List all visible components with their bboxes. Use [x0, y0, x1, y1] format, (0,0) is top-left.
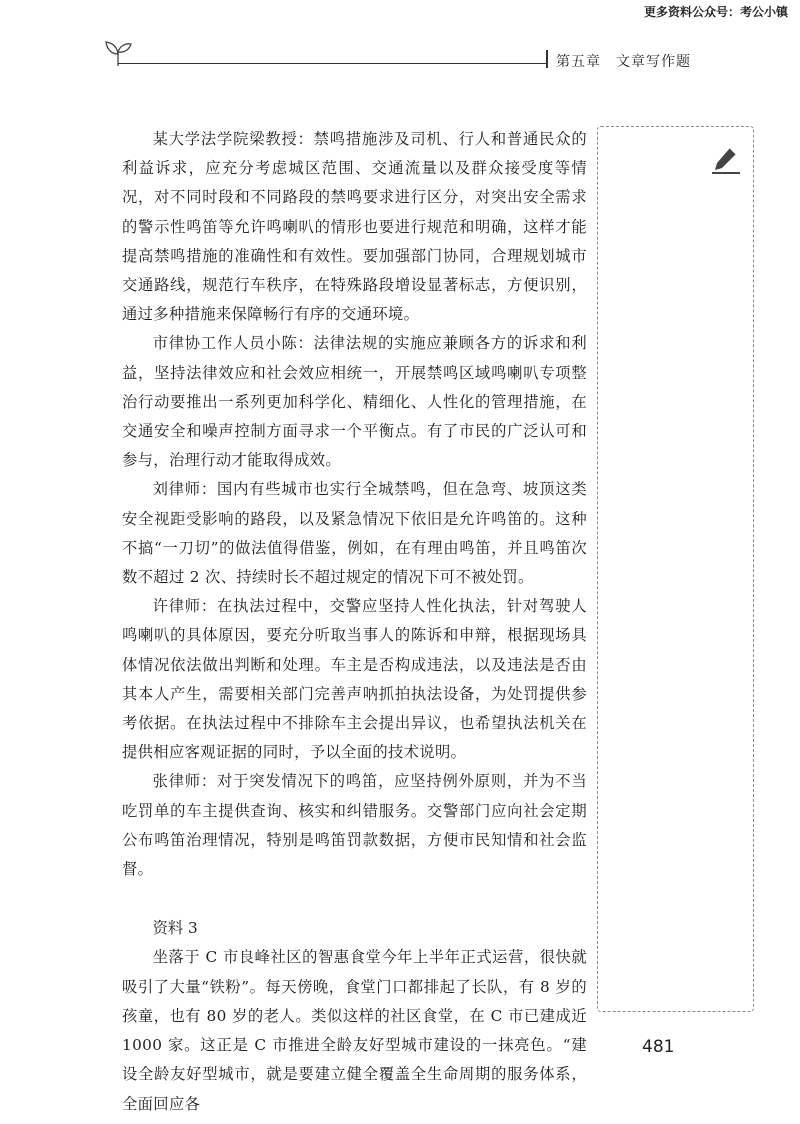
- paragraph: 坐落于 C 市良峰社区的智惠食堂今年上半年正式运营，很快就吸引了大量“铁粉”。每天傍晚，食堂门口都排起了长队，有 8 岁的孩童，也有 80 岁的老人。类似这样的社区食堂，在 C 市已建成近 1000 家。这正是 C 市推进全龄友好型城市建设的一抹亮色。“建设全龄友好型城市，就是要建立健全覆盖全生命周期的服务体系，全面回应各: [122, 948, 587, 1113]
- header-rule: [118, 63, 546, 64]
- pencil-icon: [710, 144, 742, 176]
- header-divider: [546, 50, 548, 68]
- notes-box: [597, 126, 754, 1012]
- paragraph: 市律协工作人员小陈：法律法规的实施应兼顾各方的诉求和利益，坚持法律效应和社会效应相统一，开展禁鸣区域鸣喇叭专项整治行动要推出一系列更加科学化、精细化、人性化的管理措施，在交通安全和噪声控制方面寻求一个平衡点。有了市民的广泛认可和参与，治理行动才能取得成效。: [122, 334, 587, 470]
- paragraph: 刘律师：国内有些城市也实行全城禁鸣，但在急弯、坡顶这类安全视距受影响的路段，以及紧急情况下依旧是允许鸣笛的。这种不搞“一刀切”的做法值得借鉴，例如，在有理由鸣笛，并且鸣笛次数不超过 2 次、持续时长不超过规定的情况下可不被处罚。: [122, 480, 587, 587]
- paragraph: 张律师：对于突发情况下的鸣笛，应坚持例外原则，并为不当吃罚单的车主提供查询、核实和纠错服务。交警部门应向社会定期公布鸣笛治理情况，特别是鸣笛罚款数据，方便市民知情和社会监督。: [122, 772, 587, 879]
- page-number: 481: [642, 1037, 675, 1057]
- section-title: 资料 3: [152, 919, 198, 938]
- watermark-text: 更多资料公众号：考公小镇: [643, 5, 788, 19]
- paragraph: 许律师：在执法过程中，交警应坚持人性化执法，针对驾驶人鸣喇叭的具体原因，要充分听取当事人的陈诉和申辩，根据现场具体情况依法做出判断和处理。车主是否构成违法，以及违法是否由其本人产生，需要相关部门完善声呐抓拍执法设备，为处罚提供参考依据。在执法过程中不排除车主会提出异议，也希望执法机关在提供相应客观证据的同时，予以全面的技术说明。: [122, 597, 587, 762]
- document-body: [122, 125, 587, 1119]
- chapter-title: 第五章 文章写作题: [556, 54, 691, 70]
- paragraph: 某大学法学院梁教授：禁鸣措施涉及司机、行人和普通民众的利益诉求，应充分考虑城区范围、交通流量以及群众接受度等情况，对不同时段和不同路段的禁鸣要求进行区分，对突出安全需求的警示性鸣笛等允许鸣喇叭的情形也要进行规范和明确，这样才能提高禁鸣措施的准确性和有效性。要加强部门协同，合理规划城市交通路线，规范行车秩序，在特殊路段增设显著标志，方便识别，通过多种措施来保障畅行有序的交通环境。: [122, 130, 587, 324]
